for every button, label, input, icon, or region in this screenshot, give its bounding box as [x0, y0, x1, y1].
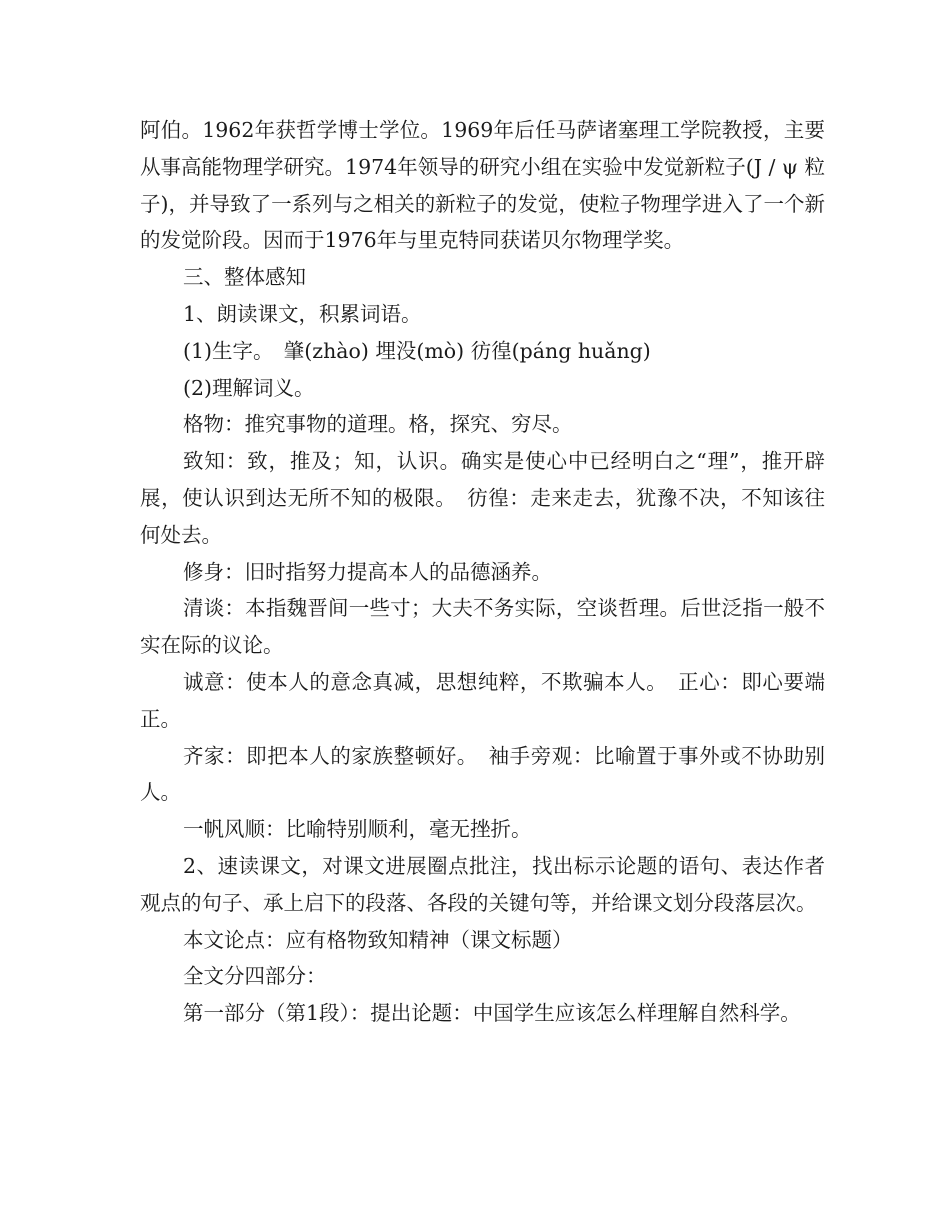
- item-speed-read: 2、速读课文，对课文进展圈点批注，找出标示论题的语句、表达作者观点的句子、承上启下的段落、各段的关键句等，并给课文划分段落层次。: [140, 853, 825, 915]
- heading-overall-perception: 三、整体感知: [183, 265, 306, 290]
- definition-qingtan: 清谈：本指魏晋间一些寸；大夫不务实际，空谈哲理。后世泛指一般不实在际的议论。: [140, 596, 825, 658]
- item-read-aloud: 1、朗读课文，积累词语。: [183, 301, 422, 326]
- document-body: [140, 112, 825, 1032]
- paragraph-biography-continuation: 阿伯。1962年获哲学博士学位。1969年后任马萨诸塞理工学院教授，主要从事高能物理学研究。1974年领导的研究小组在实验中发觉新粒子(J / ψ 粒子)，并导致了一系列与之相关的新粒子的发觉，使粒子物理学进入了一个新的发觉阶段。因而于1976年与里克特同获诺贝尔物理学奖。: [140, 118, 825, 253]
- item-new-characters: (1)生字。 肇(zhào) 埋没(mò) 彷徨(páng huǎng): [183, 338, 651, 363]
- structure-part-one: 第一部分（第1段）：提出论题：中国学生应该怎么样理解自然科学。: [183, 1001, 801, 1026]
- structure-intro: 全文分四部分：: [183, 964, 327, 989]
- definition-zhizhi: 致知：致，推及；知，认识。确实是使心中已经明白之“理”，推开辟展，使认识到达无所不知的极限。 彷徨：走来走去，犹豫不决，不知该往何处去。: [140, 449, 825, 547]
- thesis-statement: 本文论点：应有格物致知精神（课文标题）: [183, 927, 573, 952]
- definition-chengyi: 诚意：使本人的意念真减，思想纯粹，不欺骗本人。 正心：即心要端正。: [140, 669, 825, 731]
- definition-yifanfengshun: 一帆风顺：比喻特别顺利，毫无挫折。: [183, 817, 532, 842]
- definition-qijia: 齐家：即把本人的家族整顿好。 袖手旁观：比喻置于事外或不协助别人。: [140, 743, 825, 805]
- item-word-meanings: (2)理解词义。: [183, 375, 315, 400]
- definition-xiushen: 修身：旧时指努力提高本人的品德涵养。: [183, 559, 552, 584]
- definition-gewu: 格物：推究事物的道理。格，探究、穷尽。: [183, 412, 573, 437]
